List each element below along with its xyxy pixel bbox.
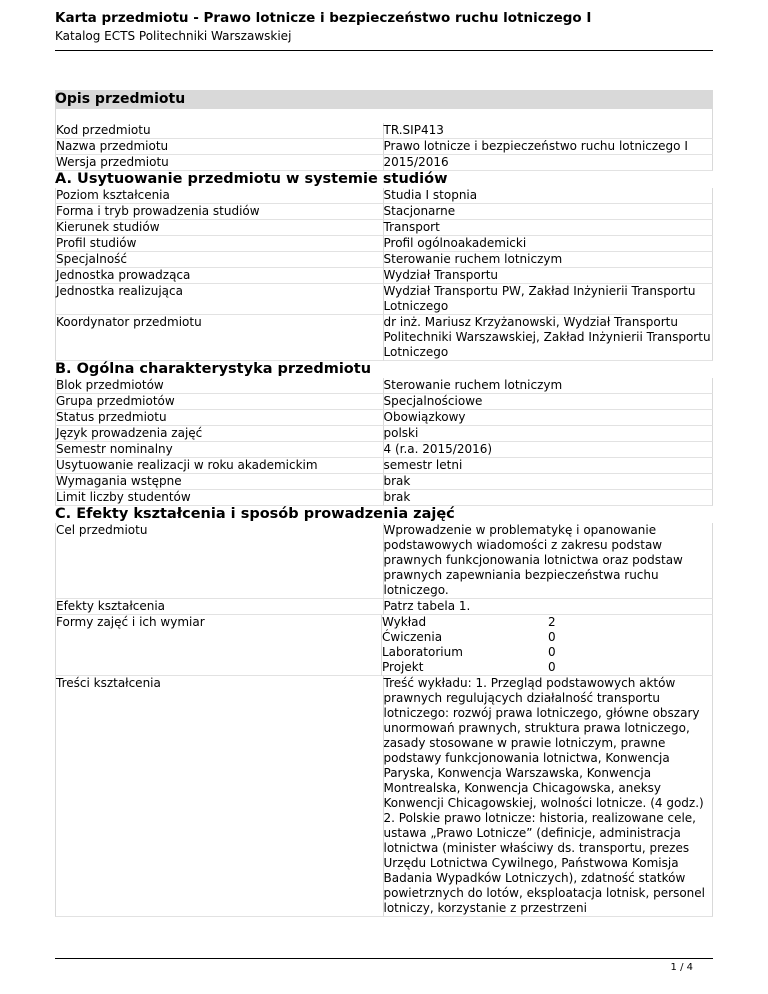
section-b-heading: B. Ogólna charakterystyka przedmiotu: [55, 361, 372, 377]
row-value: Sterowanie ruchem lotniczym: [383, 252, 714, 268]
row-value: brak: [383, 474, 714, 490]
row-label: Grupa przedmiotów: [55, 394, 383, 410]
row-value: Transport: [383, 220, 714, 236]
row-label: Wymagania wstępne: [55, 474, 383, 490]
row-value: 2015/2016: [383, 155, 714, 171]
course-card: [55, 90, 713, 917]
table-row: [55, 442, 713, 458]
table-row: [55, 490, 713, 506]
table-row: [55, 474, 713, 490]
row-value: Wydział Transportu: [383, 268, 714, 284]
page-number: 1 / 4: [670, 962, 693, 973]
row-label: Jednostka prowadząca: [55, 268, 383, 284]
table-row: [55, 458, 713, 474]
row-label: Nazwa przedmiotu: [55, 139, 383, 155]
table-row: [55, 123, 713, 139]
table-row: [55, 426, 713, 442]
row-label: Profil studiów: [55, 236, 383, 252]
row-value: Sterowanie ruchem lotniczym: [383, 378, 714, 394]
row-label: Język prowadzenia zajęć: [55, 426, 383, 442]
class-type: Projekt: [382, 660, 424, 674]
row-label: Efekty kształcenia: [55, 599, 383, 615]
row-value: Obowiązkowy: [383, 410, 714, 426]
table-row: [55, 410, 713, 426]
row-label: Poziom kształcenia: [55, 188, 383, 204]
row-label: Limit liczby studentów: [55, 490, 383, 506]
section-a-heading: A. Usytuowanie przedmiotu w systemie studiów: [55, 171, 448, 187]
spacer: [55, 109, 713, 123]
row-value: Wydział Transportu PW, Zakład Inżynierii Transportu Lotniczego: [383, 284, 714, 315]
row-label: Kod przedmiotu: [55, 123, 383, 139]
row-label: Forma i tryb prowadzenia studiów: [55, 204, 383, 220]
row-value: semestr letni: [383, 458, 714, 474]
document-subtitle: Katalog ECTS Politechniki Warszawskiej: [55, 29, 292, 43]
row-value: dr inż. Mariusz Krzyżanowski, Wydział Transportu Politechniki Warszawskiej, Zakład Inżynierii Transportu Lotniczego: [383, 315, 714, 361]
table-row: [55, 394, 713, 410]
row-value: Treść wykładu: 1. Przegląd podstawowych aktów prawnych regulujących działalność transportu lotniczego: rozwój prawa lotniczego, główne obszary unormowań prawnych, struktura prawa lotniczego, zasady stosowane w prawie lotniczym, prawne podstawy funkcjonowania lotnictwa, Konwencja Paryska, Konwencja Warszawska, Konwencja Montrealska, Konwencja Chicagowska, aneksy Konwencji Chicagowskiej, wolności lotnicze. (4 godz.) 2. Polskie prawo lotnicze: historia, realizowane cele, ustawa „Prawo Lotnicze” (definicje, administracja lotnictwa (minister właściwy ds. transportu, prezes Urzędu Lotnictwa Cywilnego, Państwowa Komisja Badania Wypadków Lotniczych), zdatność statków powietrznych do lotów, eksploatacja lotnisk, personel lotniczy, korzystanie z przestrzeni: [383, 676, 714, 917]
table-row: [55, 268, 713, 284]
row-value: Prawo lotnicze i bezpieczeństwo ruchu lotniczego I: [383, 139, 714, 155]
row-label: Cel przedmiotu: [55, 523, 383, 599]
row-label: Wersja przedmiotu: [55, 155, 383, 171]
table-row: [55, 676, 713, 917]
class-type: Wykład: [382, 615, 427, 629]
row-label: Specjalność: [55, 252, 383, 268]
table-row: [55, 315, 713, 361]
row-value: Studia I stopnia: [383, 188, 714, 204]
table-row: [55, 188, 713, 204]
header-divider: [55, 50, 713, 51]
table-row: [55, 378, 713, 394]
class-hours: 0: [548, 660, 556, 674]
forms-of-classes: [381, 615, 713, 676]
table-row: [55, 236, 713, 252]
table-row: [55, 155, 713, 171]
table-row: [55, 615, 713, 676]
row-value: Patrz tabela 1.: [383, 599, 714, 615]
section-c-heading: C. Efekty kształcenia i sposób prowadzenia zajęć: [55, 506, 455, 522]
row-value: TR.SIP413: [383, 123, 714, 139]
class-hours: 0: [548, 645, 556, 659]
class-type: Ćwiczenia: [382, 630, 443, 644]
table-row: [55, 139, 713, 155]
footer-divider: [55, 958, 713, 959]
row-value: Stacjonarne: [383, 204, 714, 220]
row-label: Blok przedmiotów: [55, 378, 383, 394]
row-label: Treści kształcenia: [55, 676, 383, 917]
row-value: polski: [383, 426, 714, 442]
row-label: Kierunek studiów: [55, 220, 383, 236]
row-label: Semestr nominalny: [55, 442, 383, 458]
row-label: Jednostka realizująca: [55, 284, 383, 315]
forms-grid: [382, 615, 712, 675]
row-value: Profil ogólnoakademicki: [383, 236, 714, 252]
row-value: Wprowadzenie w problematykę i opanowanie podstawowych wiadomości z zakresu podstaw prawnych funkcjonowania lotnictwa oraz podstaw prawnych zapewniania bezpieczeństwa ruchu lotniczego.: [383, 523, 714, 599]
row-value: Specjalnościowe: [383, 394, 714, 410]
table-row: [55, 204, 713, 220]
table-row: [55, 523, 713, 599]
row-label: Status przedmiotu: [55, 410, 383, 426]
document-header: [55, 9, 713, 44]
row-label: Formy zajęć i ich wymiar: [55, 615, 381, 676]
document-title: Karta przedmiotu - Prawo lotnicze i bezpieczeństwo ruchu lotniczego I: [55, 10, 592, 26]
row-value: brak: [383, 490, 714, 506]
row-value: 4 (r.a. 2015/2016): [383, 442, 714, 458]
class-hours: 2: [548, 615, 556, 629]
opis-heading: Opis przedmiotu: [55, 90, 713, 109]
table-row: [55, 252, 713, 268]
table-row: [55, 599, 713, 615]
row-label: Usytuowanie realizacji w roku akademickim: [55, 458, 383, 474]
row-label: Koordynator przedmiotu: [55, 315, 383, 361]
table-row: [55, 284, 713, 315]
class-hours: 0: [548, 630, 556, 644]
table-row: [55, 220, 713, 236]
class-type: Laboratorium: [382, 645, 463, 659]
